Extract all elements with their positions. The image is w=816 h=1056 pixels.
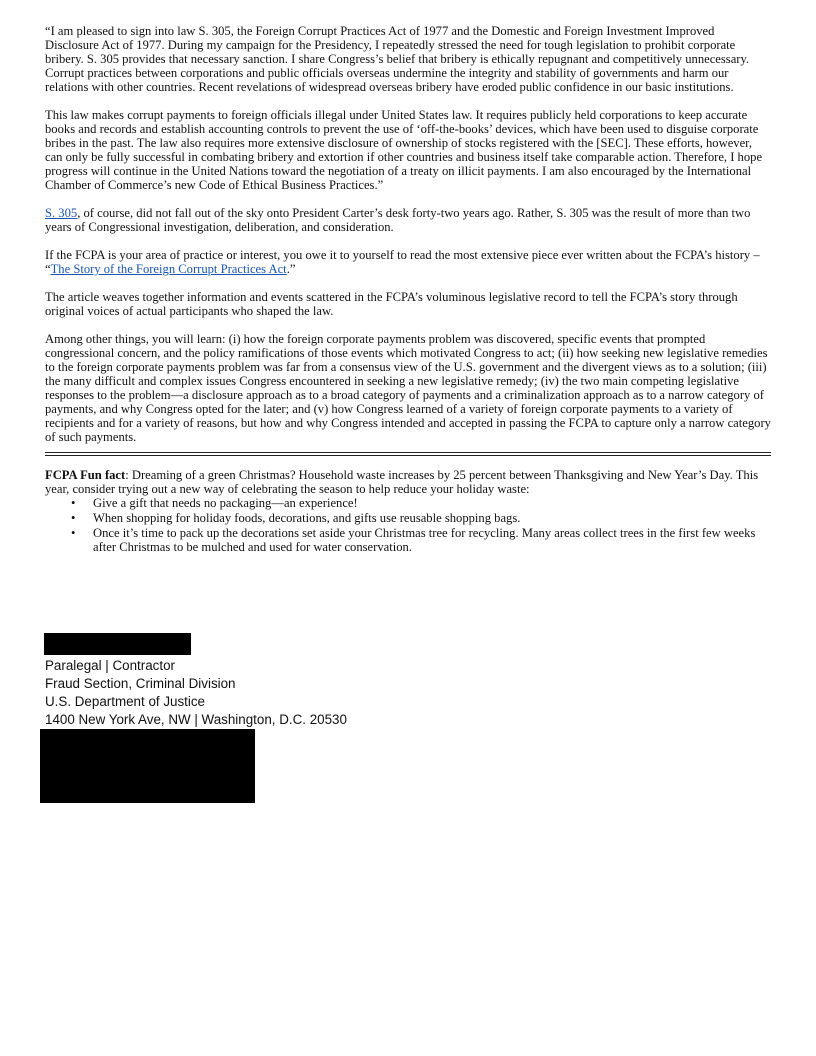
s305-paragraph-text: , of course, did not fall out of the sky onto President Carter’s desk forty-two years ago. Rather, S. 305 was the result of more than two years of Congressional investigation, deliberation, and consideration. xyxy=(45,206,751,234)
bullet-icon: • xyxy=(71,496,76,510)
list-item xyxy=(45,526,771,554)
bullet-icon: • xyxy=(71,526,76,540)
section-divider xyxy=(45,452,771,456)
tip-text: When shopping for holiday foods, decorations, and gifts use reusable shopping bags. xyxy=(93,511,521,525)
fun-fact-label: FCPA Fun fact xyxy=(45,468,126,482)
document-body xyxy=(45,24,771,555)
signature-title: Paralegal | Contractor xyxy=(45,658,176,673)
carter-quote-paragraph-2: This law makes corrupt payments to foreign officials illegal under United States law. It requires publicly held corporations to keep accurate books and records and establish accounting controls to prevent the use of ‘off-the-books’ devices, which have been used to disguise corporate bribes in the past. The law also requires more extensive disclosure of ownership of stocks registered with the [SEC]. These efforts, however, can only be fully successful in combating bribery and extortion if other countries and business itself take comparable action. Therefore, I hope progress will continue in the United Nations toward the negotiation of a treaty on illicit payments. I am also encouraged by the International Chamber of Commerce’s new Code of Ethical Business Practices.” xyxy=(45,108,763,192)
signature-section: Fraud Section, Criminal Division xyxy=(45,676,236,691)
signature-department: U.S. Department of Justice xyxy=(45,694,206,709)
signature-address: 1400 New York Ave, NW | Washington, D.C. 20530 xyxy=(45,712,347,727)
story-paragraph xyxy=(45,248,771,276)
holiday-tips-list xyxy=(45,496,771,554)
redacted-name-block xyxy=(44,633,191,655)
tip-text: Once it’s time to pack up the decorations set aside your Christmas tree for recycling. Many areas collect trees in the first few weeks after Christmas to be mulched and used for water conservation. xyxy=(93,526,756,554)
s305-link[interactable]: S. 305 xyxy=(45,206,78,220)
s305-paragraph xyxy=(45,206,771,234)
story-intro-text: If the FCPA is your area of practice or interest, you owe it to yourself to read the most extensive piece ever written about the FCPA’s history – “ xyxy=(45,248,760,276)
story-article-link[interactable]: The Story of the Foreign Corrupt Practices Act xyxy=(50,262,287,276)
article-summary-paragraph: The article weaves together information and events scattered in the FCPA’s voluminous legislative record to tell the FCPA’s story through original voices of actual participants who shaped the law. xyxy=(45,290,738,318)
fun-fact-text: : Dreaming of a green Christmas? Household waste increases by 25 percent between Thanksgiving and New Year’s Day. This year, consider trying out a new way of celebrating the season to help reduce your holiday waste: xyxy=(45,468,759,496)
signature-block xyxy=(45,657,347,729)
list-item xyxy=(45,511,771,525)
redacted-contact-block xyxy=(40,729,255,803)
story-closing-text: .” xyxy=(286,262,296,276)
fun-fact-paragraph xyxy=(45,468,771,496)
tip-text: Give a gift that needs no packaging—an experience! xyxy=(93,496,358,510)
learnings-paragraph: Among other things, you will learn: (i) how the foreign corporate payments problem was discovered, specific events that prompted congressional concern, and the policy ramifications of those events which motivated Congress to act; (ii) how seeking new legislative remedies to the foreign corporate payments problem was far from a consensus view of the U.S. government and the divergent views as to a solution; (iii) the many difficult and complex issues Congress encountered in seeking a new legislative remedy; (iv) the two main competing legislative responses to the problem—a disclosure approach as to a broad category of payments and a criminalization approach as to a narrow category of payments, and why Congress opted for the later; and (v) how Congress learned of a variety of foreign corporate payments to a variety of recipients and for a variety of reasons, but how and why Congress intended and accepted in passing the FCPA to capture only a narrow category of such payments. xyxy=(45,332,771,444)
list-item xyxy=(45,496,771,510)
bullet-icon: • xyxy=(71,511,76,525)
carter-quote-paragraph-1: “I am pleased to sign into law S. 305, the Foreign Corrupt Practices Act of 1977 and the Domestic and Foreign Investment Improved Disclosure Act of 1977. During my campaign for the Presidency, I repeatedly stressed the need for tough legislation to prohibit corporate bribery. S. 305 provides that necessary sanction. I share Congress’s belief that bribery is ethically repugnant and competitively unnecessary. Corrupt practices between corporations and public officials overseas undermine the integrity and stability of governments and harm our relations with other countries. Recent revelations of widespread overseas bribery have eroded public confidence in our basic institutions. xyxy=(45,24,750,94)
